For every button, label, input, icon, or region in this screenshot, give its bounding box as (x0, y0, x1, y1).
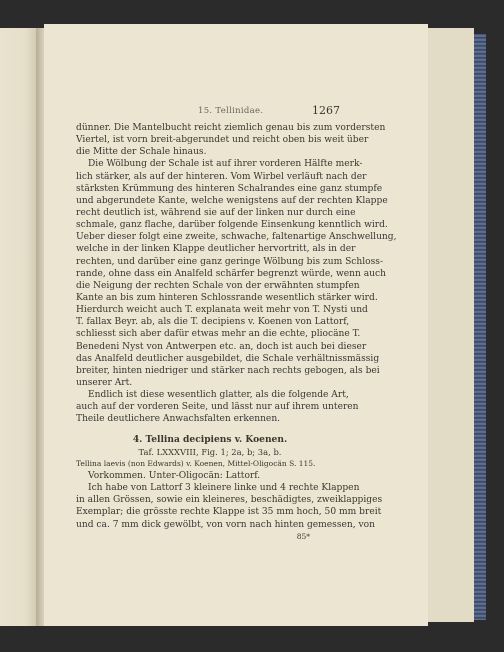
text-line: Exemplar; die grösste rechte Klappe ist 35 mm hoch, 50 mm breit (76, 507, 382, 518)
text-line: Endlich ist diese wesentlich glatter, als die folgende Art, (88, 390, 349, 401)
text-line: die Mitte der Schale hinaus. (76, 147, 207, 158)
page-number: 1267 (312, 104, 340, 117)
text-line: Hierdurch weicht auch T. explanata weit mehr von T. Nysti und (76, 305, 368, 316)
text-line: recht deutlich ist, während sie auf der linken nur durch eine (76, 207, 356, 218)
text-line: und abgerundete Kante, welche wenigstens auf der rechten Klappe (76, 195, 388, 206)
book-gutter (36, 28, 44, 626)
synonym-line: Tellina laevis (non Edwards) v. Koenen, Mittel-Oligocän S. 115. (76, 458, 316, 468)
text-line: T. fallax Beyr. ab, als die T. decipiens v. Koenen von Lattorf, (76, 317, 350, 328)
book-cover-edge (474, 34, 486, 620)
text-line: Theile deutlichere Anwachsfalten erkennen. (76, 414, 281, 425)
text-line: stärksten Krümmung des hinteren Schalrandes eine ganz stumpfe (76, 183, 383, 194)
text-line: Benedeni Nyst von Antwerpen etc. an, doch ist auch bei dieser (76, 341, 367, 352)
text-line: breiter, hinten niedriger und stärker nach rechts gebogen, als bei (76, 365, 380, 376)
text-line: in allen Grössen, sowie ein kleineres, beschädigtes, zweiklappiges (76, 495, 383, 506)
text-line: Kante an bis zum hinteren Schlossrande wesentlich stärker wird. (76, 292, 378, 303)
text-line: rande, ohne dass ein Analfeld schärfer begrenzt würde, wenn auch (76, 268, 386, 279)
text-line: Ueber dieser folgt eine zweite, schwache, faltenartige Anschwellung, (76, 232, 397, 243)
page-header (44, 106, 428, 120)
occurrence-line: Vorkommen. Unter-Oligocän: Lattorf. (88, 470, 261, 481)
text-line: rechten, und darüber eine ganz geringe Wölbung bis zum Schloss- (76, 256, 384, 267)
text-line: Viertel, ist vorn breit-abgerundet und reicht oben bis weit über (76, 135, 369, 146)
signature-mark: 85* (296, 531, 310, 541)
text-line: die Neigung der rechten Schale von der erwähnten stumpfen (76, 280, 360, 291)
text-line: auch auf der vorderen Seite, und lässt nur auf ihrem unteren (76, 402, 359, 413)
running-title: 15. Tellinidae. (198, 106, 264, 116)
text-line: Die Wölbung der Schale ist auf ihrer vorderen Hälfte merk- (88, 159, 363, 170)
text-line: unserer Art. (76, 377, 133, 388)
text-line: welche in der linken Klappe deutlicher hervortritt, als in der (76, 244, 356, 255)
page-body (76, 122, 397, 543)
text-line: schmale, ganz flache, darüber folgende Einsenkung kenntlich wird. (76, 220, 388, 231)
plate-reference: Taf. LXXXVIII, Fig. 1; 2a, b; 3a, b. (138, 446, 282, 457)
text-line: lich stärker, als auf der hinteren. Vom Wirbel verläuft nach der (76, 171, 367, 182)
left-page-edge (0, 28, 36, 626)
text-line: das Analfeld deutlicher ausgebildet, die Schale verhältnissmässig (76, 353, 380, 364)
page-stack-edge (428, 28, 474, 622)
text-line: Ich habe von Lattorf 3 kleinere linke und 4 rechte Klappen (88, 483, 360, 494)
section-heading: 4. Tellina decipiens v. Koenen. (132, 433, 288, 445)
text-line: schliesst sich aber dafür etwas mehr an die echte, pliocäne T. (76, 329, 361, 340)
text-line: und ca. 7 mm dick gewölbt, von vorn nach hinten gemessen, von (76, 519, 376, 530)
text-line: dünner. Die Mantelbucht reicht ziemlich genau bis zum vordersten (76, 123, 386, 133)
